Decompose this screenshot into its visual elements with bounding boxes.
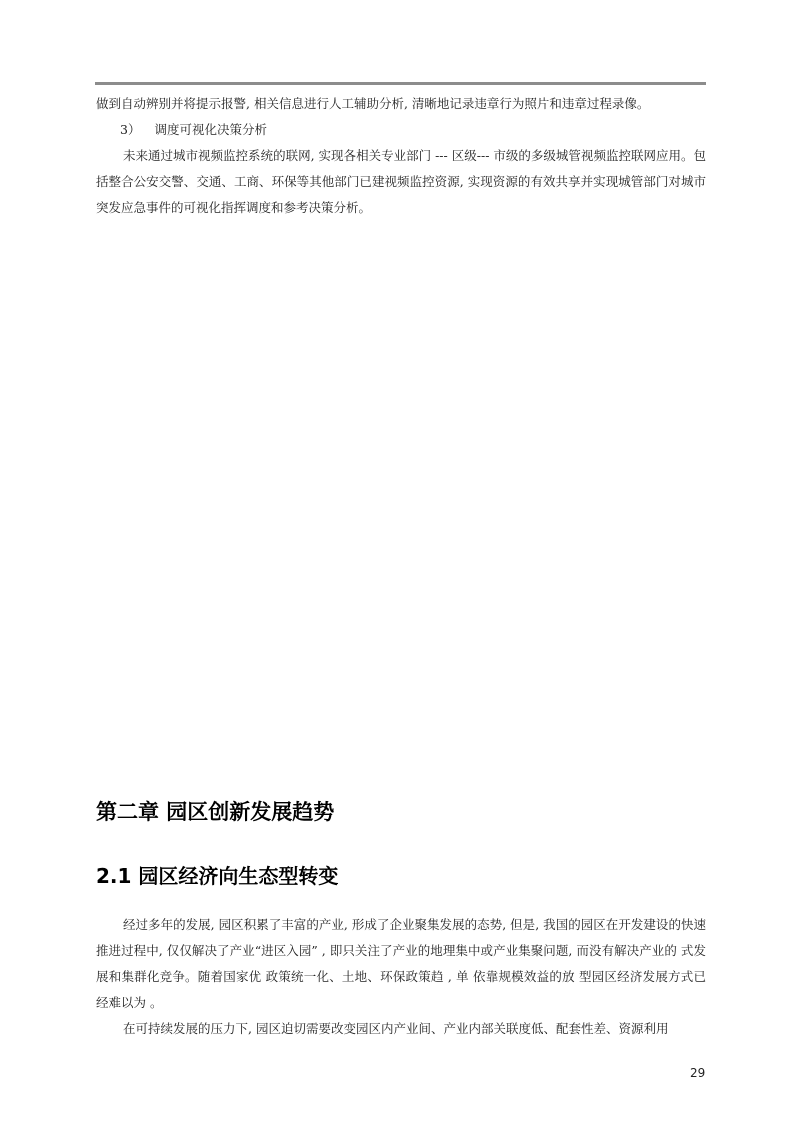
paragraph-park-economy: 经过多年的发展, 园区积累了丰富的产业, 形成了企业聚集发展的态势, 但是, 我国的园区在开发建设的快速推进过程中, 仅仅解决了产业“进区入园” , 即只关注了产业的地理集中或产业集聚问题, 而没有解决产业的 式发展和集群化竞争。随着国家优 政策统一化、土地、环保政策趋 , 单 依靠规模效益的放 型园区经济发展方式已经难以为 。 (96, 917, 706, 1010)
section-title: 2.1 园区经济向生态型转变 (96, 864, 339, 888)
paragraph-sustainable-development: 在可持续发展的压力下, 园区迫切需要改变园区内产业间、产业内部关联度低、配套性差、资源利用 (123, 1021, 669, 1036)
list-item (120, 117, 267, 143)
continuation-paragraph: 做到自动辨别并将提示报警, 相关信息进行人工辅助分析, 清晰地记录违章行为照片和违章过程录像。 (96, 96, 650, 111)
chapter-title: 第二章 园区创新发展趋势 (96, 800, 335, 824)
header-rule (95, 82, 706, 85)
paragraph-video-network: 未来通过城市视频监控系统的联网, 实现各相关专业部门 --- 区级--- 市级的多级城管视频监控联网应用。包括整合公安交警、交通、工商、环保等其他部门已建视频监控资源, 实现资源的有效共享并实现城管部门对城市突发应急事件的可视化指挥调度和参考决策分析。 (96, 148, 706, 215)
list-item-number: 3） (120, 122, 141, 137)
page-number: 29 (690, 1066, 706, 1080)
list-item-label: 调度可视化决策分析 (154, 122, 267, 137)
